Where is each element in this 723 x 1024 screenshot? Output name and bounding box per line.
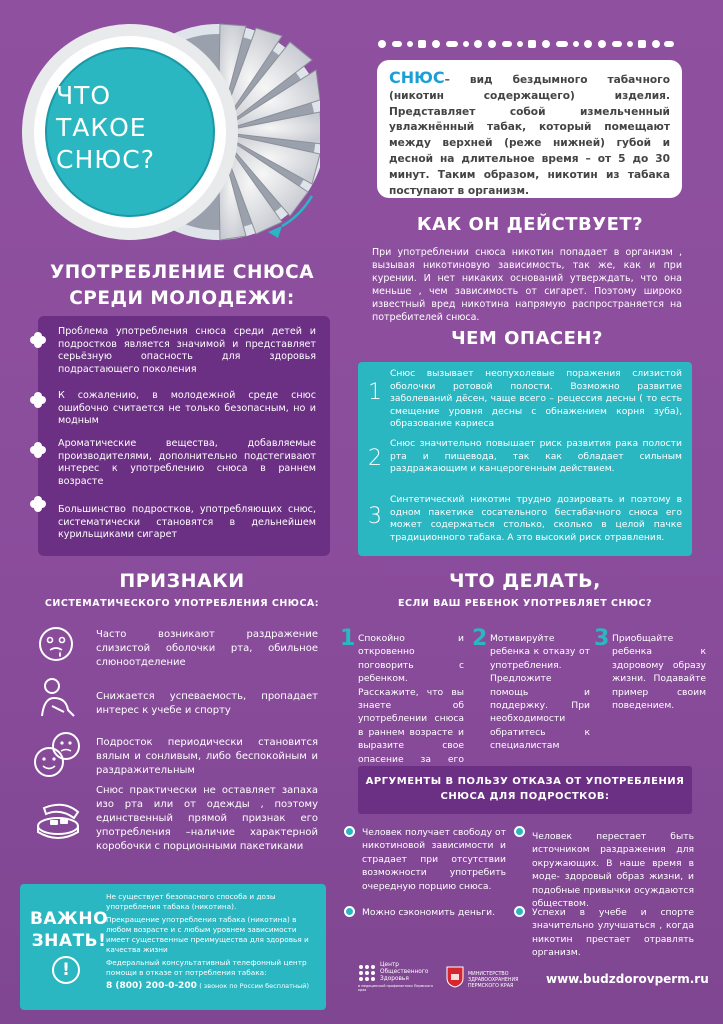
args-header <box>358 766 692 814</box>
youth-title <box>26 260 338 312</box>
signs-subtitle: СИСТЕМАТИЧЕСКОГО УПОТРЕБЛЕНИЯ СНЮСА: <box>44 598 320 609</box>
danger-number-3: 3 <box>368 504 382 529</box>
flower-bullet-icon <box>30 332 46 348</box>
youth-panel <box>38 316 330 556</box>
definition-term: СНЮС <box>389 68 445 87</box>
bullet-dot-icon <box>514 906 525 917</box>
args-title-line-2: СНЮСА ДЛЯ ПОДРОСТКОВ: <box>440 791 610 802</box>
dot-grid-logo-icon <box>358 964 376 982</box>
todo-title: ЧТО ДЕЛАТЬ, <box>449 570 601 592</box>
important-title-line-1: ВАЖНО <box>29 909 109 929</box>
exclamation-icon: ! <box>52 956 80 984</box>
danger-panel <box>358 362 692 556</box>
signs-item-2: Снижается успеваемость, пропадает интерес к учебе и спорту <box>96 691 318 716</box>
args-right-1: Человек перестает быть источником раздражения для окружающих. В наше время в моде- здоровый образ жизни, и подобные привычки осуждаются обществом. <box>532 831 694 910</box>
youth-item-3: Ароматические вещества, добавляемые производителями, дополнительно подстегивают интерес к употреблению снюса в раннем возрасте <box>58 438 316 487</box>
sad-student-icon <box>38 676 78 722</box>
mood-faces-icon <box>32 730 84 782</box>
important-phone: 8 (800) 200-0-200 <box>106 981 197 991</box>
coat-of-arms-icon <box>446 966 464 988</box>
logo1-line-2: Общественного <box>380 969 429 975</box>
footer-url-link[interactable]: www.budzdorovperm.ru <box>546 972 709 986</box>
youth-title-line-2: СРЕДИ МОЛОДЕЖИ: <box>69 288 295 309</box>
youth-title-line-1: УПОТРЕБЛЕНИЕ СНЮСА <box>49 262 315 283</box>
definition-card <box>377 60 682 198</box>
hero-title-line-2: ТАКОЕ <box>56 113 147 142</box>
danger-number-2: 2 <box>368 446 382 471</box>
important-p2: Прекращение употребления табака (никотина) в любом возрасте и с любым уровнем зависимости имеет существенные преимущества для здоровья и качества жизни <box>106 915 309 954</box>
signs-title: ПРИЗНАКИ <box>119 570 245 592</box>
todo-number-2: 2 <box>472 626 488 651</box>
danger-item-2: Снюс значительно повышает риск развития рака полости рта и пищевода, так как обладает сильным раздражающим и канцерогенным действием. <box>390 438 682 475</box>
todo-number-3: 3 <box>594 626 610 651</box>
how-title: КАК ОН ДЕЙСТВУЕТ? <box>416 214 644 235</box>
decorative-dots-row <box>378 34 678 44</box>
todo-subtitle: ЕСЛИ ВАШ РЕБЕНОК УПОТРЕБЛЯЕТ СНЮС? <box>397 598 653 609</box>
args-right-2: Успехи в учебе и спорте значительно улучшаться , когда никотин престает отравлять организм. <box>532 907 694 959</box>
important-phone-note: ( звонок по России бесплатный) <box>199 982 310 990</box>
bullet-dot-icon <box>344 906 355 917</box>
important-p1: Не существует безопасного способа и дозы употребления табака (никотина). <box>106 892 276 911</box>
danger-item-1: Снюс вызывает неопухолевые поражения слизистой оболочки ротовой полости. Возможно развитие заболеваний дёсен, чаще всего – рецессия десны ( то есть смещение уровня десны с обнажением корня зуба), образование кариеса <box>390 368 682 430</box>
todo-number-1: 1 <box>340 626 356 651</box>
todo-item-3: Приобщайте ребенка к здоровому образу жизни. Подавайте пример своим поведением. <box>612 633 706 712</box>
signs-item-4: Снюс практически не оставляет запаха изо рта или от одежды , поэтому единственный прямой признак его употребления –наличие характерной коробочки с порционными пакетиками <box>96 785 318 852</box>
youth-item-4: Большинство подростков, употребляющих снюс, систематически становятся в дельнейшем курильщиками сигарет <box>58 504 316 541</box>
logo1-line-3: Здоровья <box>380 976 409 982</box>
bullet-dot-icon <box>344 826 355 837</box>
args-left-2: Можно сэкономить деньги. <box>362 907 495 918</box>
flower-bullet-icon <box>30 496 46 512</box>
hero-title-line-3: СНЮС? <box>56 145 155 174</box>
logo2-line-1: МИНИСТЕРСТВО <box>468 972 509 977</box>
flower-bullet-icon <box>30 442 46 458</box>
important-p3: Федеральный консультативный телефонный центр помощи в отказе от потребления табака: <box>106 958 307 977</box>
logo2-line-3: ПЕРМСКОГО КРАЯ <box>468 984 514 989</box>
danger-item-3: Синтетический никотин трудно дозировать и поэтому в одном пакетике сосательного бестабачного снюса его может содержаться столько, сколько в целой пачке традиционного табака. А это высокий риск отравления. <box>390 494 682 543</box>
logo1-small: и медицинской профилактики Пермского края <box>358 984 434 992</box>
youth-item-2: К сожалению, в молодежной среде снюс ошибочно считается не только безопасным, но и модным <box>58 390 316 427</box>
args-title-line-1: АРГУМЕНТЫ В ПОЛЬЗУ ОТКАЗА ОТ УПОТРЕБЛЕНИЯ <box>365 776 685 787</box>
sick-face-icon <box>38 626 74 662</box>
danger-title: ЧЕМ ОПАСЕН? <box>451 328 603 349</box>
logo2-line-2: ЗДРАВООХРАНЕНИЯ <box>468 978 519 983</box>
snus-tin-image <box>20 20 320 250</box>
important-box <box>20 884 326 1010</box>
snus-box-icon <box>34 800 84 840</box>
youth-item-1: Проблема употребления снюса среди детей и подростков является значимой и представляет серьёзную опасность для здоровья подрастающего поколения <box>58 326 316 375</box>
danger-number-1: 1 <box>368 380 382 405</box>
hero-title-line-1: ЧТО <box>56 81 112 110</box>
how-text: При употреблении снюса никотин попадает в организм , вызывая никотиновую зависимость, так же, как и при курении. И нет никаких оснований утверждать, что она меньше , чем зависимость от сигарет. Поэтому широко известный вред никотина напрямую распространяется на потребителей снюса. <box>372 247 682 323</box>
important-title-line-2: ЗНАТЬ! <box>31 931 107 951</box>
todo-item-1: Спокойно и откровенно поговорить с ребенком. Расскажите, что вы знаете об употреблении снюса в раннем возрасте и выразите свое опасение за его <box>358 633 464 765</box>
logo-perm-ministry <box>446 962 536 994</box>
flower-bullet-icon <box>30 392 46 408</box>
todo-item-2: Мотивируйте ребенка к отказу от употребления. Предложите помощь и поддержку. При необходимости обратитесь к специалистам <box>490 633 590 752</box>
signs-item-3: Подросток периодически становится вялым и сонливым, либо беспокойным и раздражительным <box>96 737 318 776</box>
args-left-1: Человек получает свободу от никотиновой зависимости и страдает при отсутствии возможности употребить очередную порцию снюса. <box>362 827 506 892</box>
bullet-dot-icon <box>514 826 525 837</box>
signs-item-1: Часто возникают раздражение слизистой оболочки рта, обильное слюноотделение <box>96 629 318 668</box>
definition-text: – вид бездымного табачного (никотин содержащего) изделия. Представляет собой измельченный увлажнённый табак, который помещают между верхней (реже нижней) губой и десной на длительное время – от 5 до 30 минут. Таким образом, никотин из табака поступают в организм. <box>389 74 670 197</box>
logo-public-health-center <box>358 962 438 992</box>
logo1-line-1: Центр <box>380 962 399 968</box>
